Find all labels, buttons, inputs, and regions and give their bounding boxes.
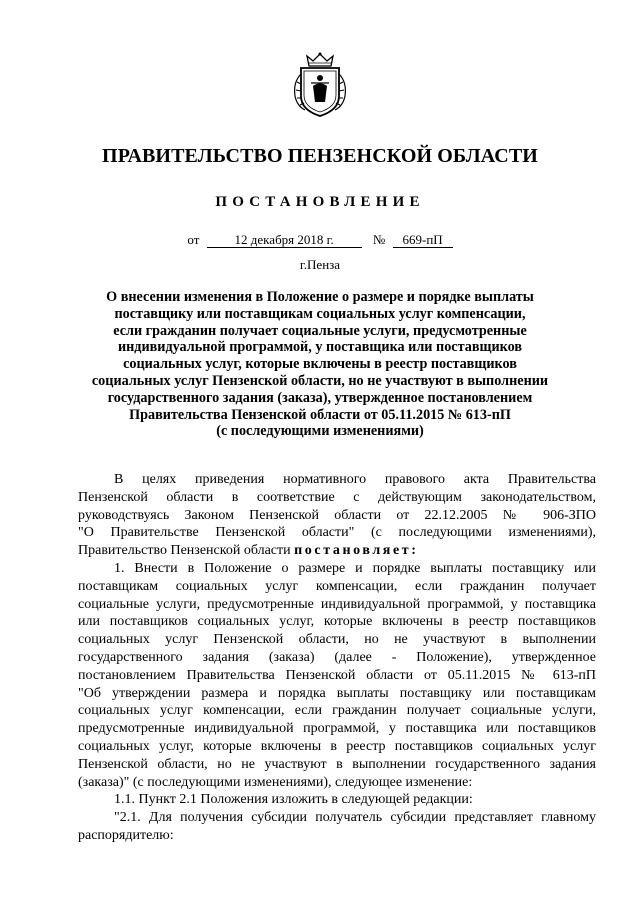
body-line: руководствуясь Законом Пензенской области от 22.12.2005 № 906-ЗПО (78, 507, 596, 523)
body-line: 1.1. Пункт 2.1 Положения изложить в следующей редакции: (114, 792, 473, 808)
body-line: постановлением Правительства Пензенской области от 05.11.2015 № 613-пП (78, 667, 596, 683)
title-line: Правительства Пензенской области от 05.11.2015 № 613-пП (129, 406, 511, 423)
body-line: 1. Внести в Положение о размере и порядке выплаты поставщику или (114, 560, 596, 576)
body-line: "2.1. Для получения субсидии получатель субсидии представляет главному (114, 810, 596, 826)
body-line: поставщикам социальных услуг компенсации, если гражданин получает (78, 578, 596, 594)
body-line: или поставщиков социальных услуг, которые включены в реестр поставщиков (78, 614, 596, 630)
city: г.Пенза (299, 257, 341, 272)
body-line: распорядителю: (78, 827, 174, 843)
title-line: индивидуальной программой, у поставщика или поставщиков (117, 339, 523, 356)
document-number: 669-пП (393, 233, 453, 248)
body-line: социальные услуги, предусмотренные индивидуальной программой, у поставщика (78, 596, 596, 612)
document-title (80, 289, 560, 440)
document-date: 12 декабря 2018 г. (207, 233, 362, 248)
body-line: (заказа)" (с последующими изменениями), следующее изменение: (78, 774, 473, 790)
body-line: "О Правительстве Пензенской области" (с последующими изменениями), (78, 525, 596, 541)
body-line: социальных услуг, которые включены в реестр поставщиков социальных услуг (78, 738, 596, 754)
title-line: поставщику или поставщикам социальных услуг компенсации, (114, 305, 526, 322)
body-line: социальных услуг Пензенской области, но не участвуют в выполнении (78, 632, 596, 648)
title-line: (с последующими изменениями) (216, 423, 424, 440)
title-line: социальных услуг, которые включены в реестр поставщиков (123, 356, 517, 373)
body-line (78, 542, 596, 560)
body-line: "Об утверждении размера и порядка выплаты поставщику или поставщикам (78, 685, 596, 701)
body-line: предусмотренные индивидуальной программой, у поставщика или поставщиков (78, 721, 596, 737)
coat-of-arms-emblem (291, 52, 349, 118)
body-line: Пензенской области, но не участвуют в выполнении государственного задания (78, 756, 596, 772)
date-number-line (0, 232, 640, 248)
title-line: государственного задания (заказа), утвержденное постановлением (107, 389, 533, 406)
body-line: Пензенской области в соответствие с действующим законодательством, (78, 489, 596, 505)
resolves-word: постановляет: (294, 543, 419, 559)
document-type: ПОСТАНОВЛЕНИЕ (215, 194, 425, 210)
body-line: государственного задания (заказа) (далее - Положение), утвержденное (78, 649, 596, 665)
number-prefix: № (372, 232, 386, 247)
date-prefix: от (187, 232, 200, 247)
body-line: В целях приведения нормативного правового акта Правительства (114, 472, 596, 487)
organization-title: ПРАВИТЕЛЬСТВО ПЕНЗЕНСКОЙ ОБЛАСТИ (102, 145, 538, 167)
body-line: социальных услуг компенсации, если гражданин получает социальные услуги, (78, 703, 596, 719)
body-line-text: Правительство Пензенской области (78, 543, 295, 559)
document-body (78, 471, 596, 845)
title-line: О внесении изменения в Положение о размере и порядке выплаты (106, 289, 534, 305)
title-line: если гражданин получает социальные услуги, предусмотренные (113, 322, 527, 339)
title-line: социальных услуг Пензенской области, но не участвуют в выполнении (91, 372, 549, 389)
